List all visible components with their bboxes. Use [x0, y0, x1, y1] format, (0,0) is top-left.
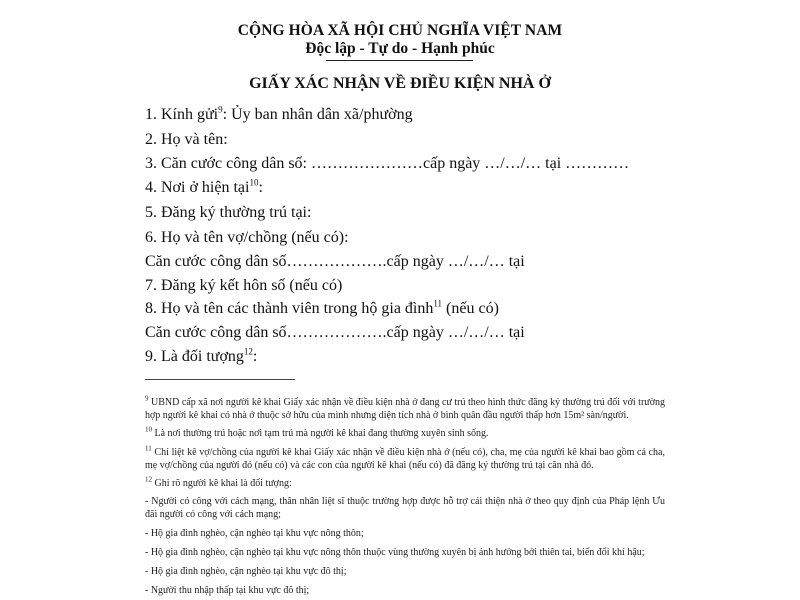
line-7: 7. Đăng ký kết hôn số (nếu có)	[145, 277, 343, 294]
footnote-separator	[145, 379, 295, 380]
footnote-item: - Hộ gia đình nghèo, cận nghèo tại khu vực nông thôn thuộc vùng thường xuyên bị ảnh hưởng bởi thiên tai, biến đổi khí hậu;	[145, 547, 645, 558]
document-title: GIẤY XÁC NHẬN VỀ ĐIỀU KIỆN NHÀ Ở	[249, 75, 551, 92]
line-8: 8. Họ và tên các thành viên trong hộ gia đình$^{11}$ (nếu có)	[145, 298, 499, 317]
line-3: 3. Căn cước công dân số: …………………cấp ngày …/…/… tại …………	[145, 155, 630, 172]
line-9: 9. Là đối tượng$^{12}$:	[145, 346, 258, 365]
line-8-id: Căn cước công dân số……………….cấp ngày …/…/… tại	[145, 324, 525, 341]
footnote-item: - Hộ gia đình nghèo, cận nghèo tại khu vực đô thị;	[145, 566, 347, 577]
footnote-12: $^{12}$ Ghi rõ người kê khai là đối tượng:	[145, 475, 292, 489]
footnote-11: $^{11}$ Chỉ liệt kê vợ/chồng của người kê khai Giấy xác nhận về điều kiện nhà ở (nếu có), cha, mẹ của người kê khai bao gồm cả cha, mẹ vợ/chồng của người đó (nếu có) và các con của người kê khai (nếu có) đã đăng ký thường trú tại căn nhà đó.	[145, 444, 665, 471]
line-5: 5. Đăng ký thường trú tại:	[145, 204, 312, 221]
line-2: 2. Họ và tên:	[145, 131, 228, 148]
footnote-item: - Hộ gia đình nghèo, cận nghèo tại khu vực nông thôn;	[145, 528, 364, 539]
line-6: 6. Họ và tên vợ/chồng (nếu có):	[145, 229, 349, 246]
motto-underline	[326, 60, 473, 61]
national-title: CỘNG HÒA XÃ HỘI CHỦ NGHĨA VIỆT NAM	[237, 22, 563, 39]
motto: Độc lập - Tự do - Hạnh phúc	[305, 40, 495, 57]
footnote-10: $^{10}$ Là nơi thường trú hoặc nơi tạm trú mà người kê khai đang thường xuyên sinh sống.	[145, 425, 489, 439]
line-6-id: Căn cước công dân số……………….cấp ngày …/…/… tại	[145, 253, 525, 270]
footnote-item: - Người có công với cách mạng, thân nhân liệt sĩ thuộc trường hợp được hỗ trợ cải thiện nhà ở theo quy định của Pháp lệnh Ưu đãi người có công với cách mạng;	[145, 496, 665, 520]
footnote-9: $^9$ UBND cấp xã nơi người kê khai Giấy xác nhận về điều kiện nhà ở đang cư trú theo hình thức đăng ký thường trú đối với trường hợp người kê khai có nhà ở thuộc sở hữu của mình nhưng diện tích nhà ở bình quân đầu người thấp hơn 15m² sàn/người.	[145, 394, 665, 421]
line-4: 4. Nơi ở hiện tại$^{10}$:	[145, 177, 263, 196]
footnote-item: - Người thu nhập thấp tại khu vực đô thị;	[145, 585, 310, 596]
line-1: 1. Kính gửi$^9$: Ủy ban nhân dân xã/phường	[145, 104, 413, 123]
